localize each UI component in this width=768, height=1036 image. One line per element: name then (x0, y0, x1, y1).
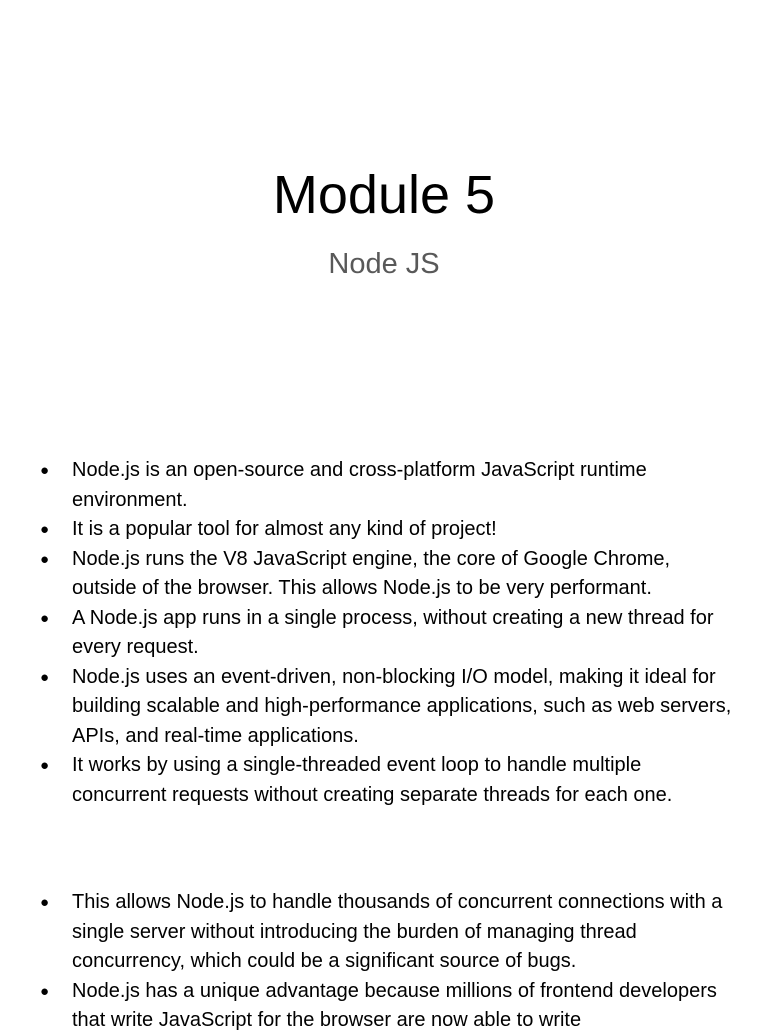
list-item-text: Node.js is an open-source and cross-platform JavaScript runtime environment. (72, 459, 647, 511)
bullet-icon: ● (40, 668, 50, 686)
list-item (0, 888, 768, 977)
list-item-text: It works by using a single-threaded event loop to handle multiple concurrent requests without creating separate threads for each one. (72, 754, 673, 806)
bullet-icon: ● (40, 462, 50, 479)
bullet-list-benefits (0, 888, 768, 1036)
list-item-text: Node.js runs the V8 JavaScript engine, the core of Google Chrome, outside of the browser. This allows Node.js to be very performant. (72, 547, 671, 599)
list-item (0, 456, 768, 515)
bullet-icon: ● (40, 982, 50, 1000)
page-title: Module 5 (272, 165, 496, 225)
list-item (0, 751, 768, 810)
bullet-icon: ● (40, 894, 50, 911)
list-item (0, 604, 768, 663)
list-item (0, 515, 768, 545)
bullet-icon: ● (40, 757, 50, 774)
list-item-text: A Node.js app runs in a single process, without creating a new thread for every request. (72, 606, 714, 658)
list-item (0, 977, 768, 1036)
bullet-icon: ● (40, 609, 50, 627)
bullet-icon: ● (40, 550, 50, 568)
page-subtitle: Node JS (328, 248, 440, 280)
list-item (0, 663, 768, 752)
list-item-text: Node.js uses an event-driven, non-blocking I/O model, making it ideal for building scalable and high-performance applications, such as web servers, APIs, and real-time applications. (72, 665, 732, 747)
list-item-text: This allows Node.js to handle thousands of concurrent connections with a single server without introducing the burden of managing thread concurrency, which could be a significant source of bugs. (72, 891, 723, 972)
bullet-icon: ● (40, 521, 50, 538)
bullet-list-intro (0, 456, 768, 810)
list-item (0, 545, 768, 604)
list-item-text: Node.js has a unique advantage because millions of frontend developers that write JavaScript for the browser are now able to write (72, 979, 717, 1031)
list-item-text: It is a popular tool for almost any kind of project! (72, 518, 497, 540)
